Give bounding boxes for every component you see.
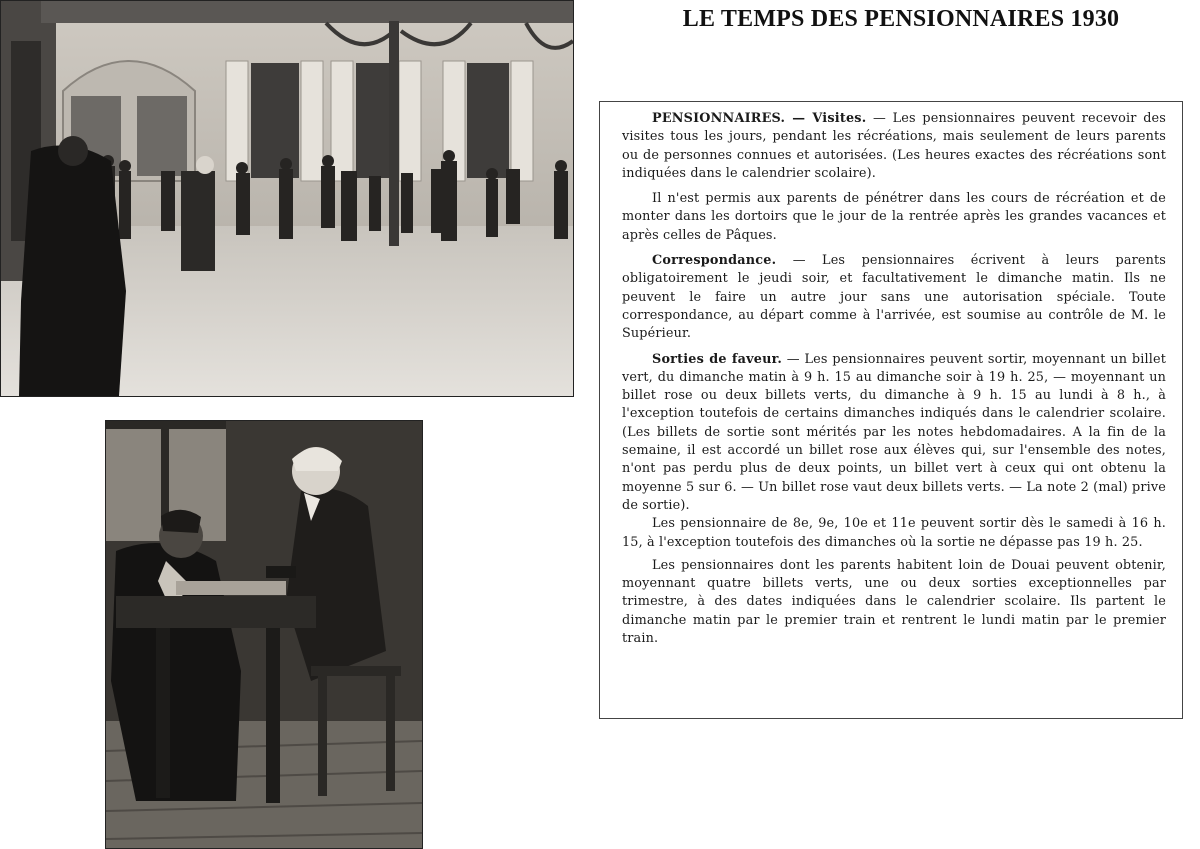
section-body: — Les pensionnaires peuvent recevoir des visites tous les jours, pendant les récréations, mais seulement de leurs parents ou de personnes connues et autorisées. (Les heures exactes des récréations sont indiquées dans le calendrier scolaire). bbox=[622, 111, 1166, 181]
study-table-photo bbox=[105, 420, 423, 849]
section-visites bbox=[622, 110, 1166, 183]
section-body: Les pensionnaire de 8e, 9e, 10e et 11e peuvent sortir dès le samedi à 16 h. 15, à l'exception toutefois des dimanches où la sortie ne dépasse pas 19 h. 25. bbox=[622, 516, 1166, 550]
section-body: — Les pensionnaires écrivent à leurs parents obligatoirement le jeudi soir, et facultativement le dimanche matin. Ils ne peuvent le faire un autre jour sans une autorisation spéciale. Toute correspondance, au départ comme à l'arrivée, est soumise au contrôle de M. le Supérieur. bbox=[622, 253, 1166, 342]
study-table-photo-drawing bbox=[106, 421, 422, 848]
section-body: — Les pensionnaires peuvent sortir, moyennant un billet vert, du dimanche matin à 9 h. 15 au dimanche soir à 19 h. 25, — moyennant un billet rose ou deux billets verts, du dimanche à 9 h. 15 au lundi à 8 h., à l'exception toutefois de certains dimanches indiqués dans le calendrier scolaire. (Les billets de sortie sont mérités par les notes hebdomadaires. A la fin de la semaine, il est accordé un billet rose aux élèves qui, sur l'ensemble des notes, n'ont pas perdu plus de deux points, un billet vert à ceux qui ont obtenu la moyenne 5 sur 6. — Un billet rose vaut deux billets verts. — La note 2 (mal) prive de sortie). bbox=[622, 351, 1166, 513]
section-heading: PENSIONNAIRES. — Visites. bbox=[652, 111, 867, 126]
section-body: Il n'est permis aux parents de pénétrer dans les cours de récréation et de monter dans les dortoirs que le jour de la rentrée après les grandes vacances et après celles de Pâques. bbox=[622, 191, 1166, 243]
courtyard-photo-drawing bbox=[1, 1, 573, 396]
section-sorties-classes bbox=[622, 515, 1166, 552]
section-sorties-exceptionnelles bbox=[622, 557, 1166, 648]
section-correspondance bbox=[622, 252, 1166, 343]
page-title: LE TEMPS DES PENSIONNAIRES 1930 bbox=[682, 6, 1120, 32]
section-visites-parents bbox=[622, 190, 1166, 245]
section-heading: Correspondance. bbox=[652, 253, 777, 269]
courtyard-photo bbox=[0, 0, 574, 397]
section-heading: Sorties de faveur. bbox=[652, 351, 783, 367]
section-sorties bbox=[622, 351, 1166, 516]
rules-text-panel bbox=[599, 101, 1183, 719]
section-body: Les pensionnaires dont les parents habitent loin de Douai peuvent obtenir, moyennant quatre billets verts, une ou deux sorties exceptionnelles par trimestre, à des dates indiquées dans le calendrier scolaire. Ils partent le dimanche matin par le premier train et rentrent le lundi matin par le premier train. bbox=[622, 557, 1166, 647]
